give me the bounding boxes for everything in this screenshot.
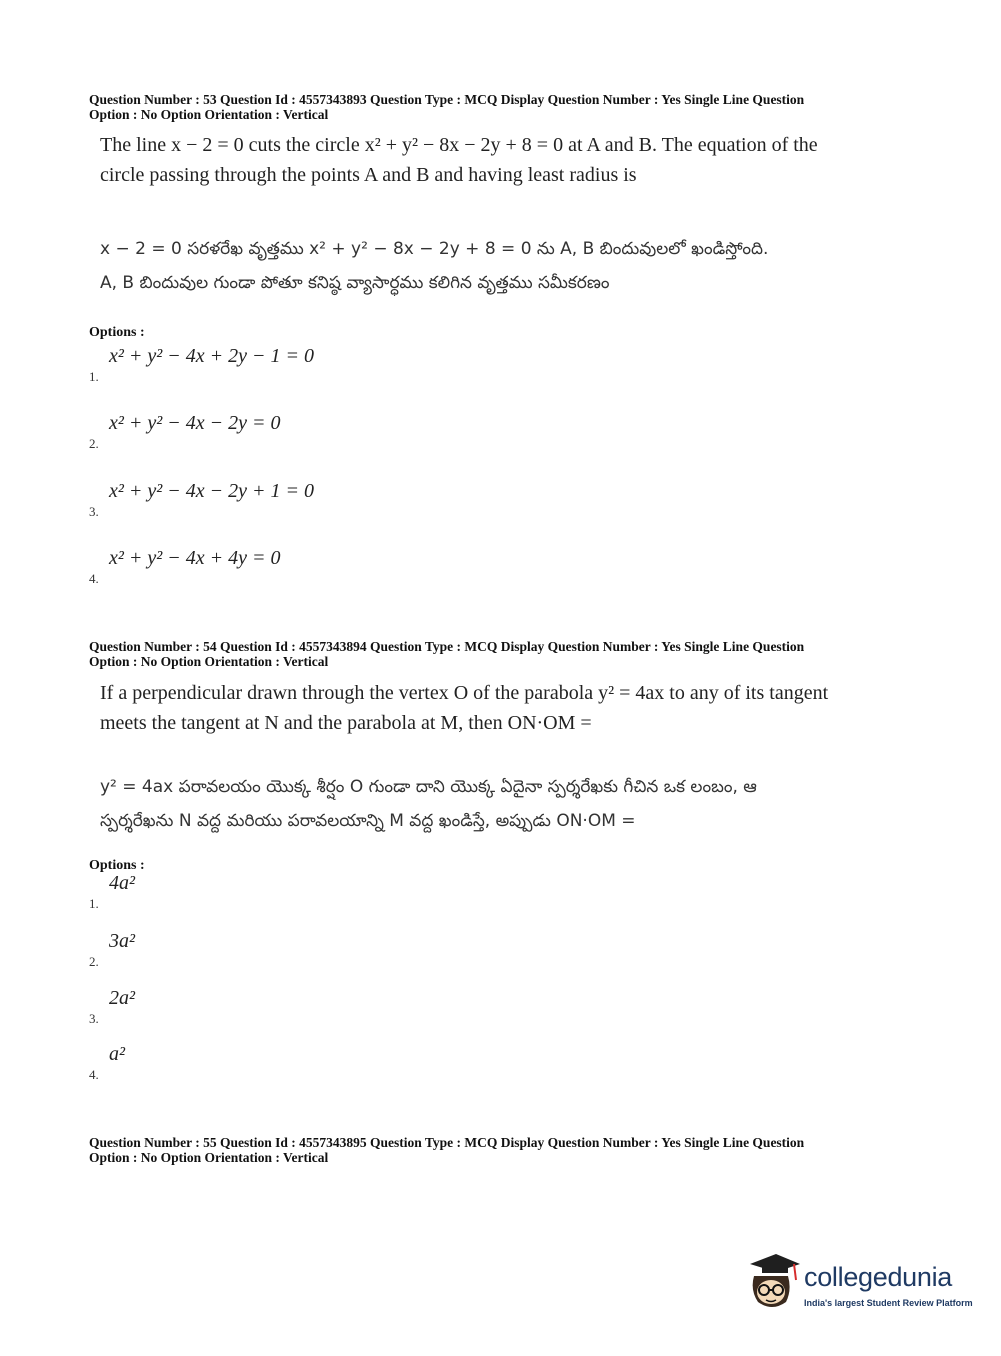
option-text: x² + y² − 4x + 4y = 0 xyxy=(109,547,281,569)
q53-meta-line1: Question Number : 53 Question Id : 4557343893 Question Type : MCQ Display Question Number : Yes Single Line Question xyxy=(89,92,805,107)
q53-english-line1: The line x − 2 = 0 cuts the circle x² + y² − 8x − 2y + 8 = 0 at A and B. The equation of the xyxy=(100,134,818,156)
q54-english-line2: meets the tangent at N and the parabola at M, then ON·OM = xyxy=(100,712,592,734)
collegedunia-logo xyxy=(742,1250,972,1320)
q55-meta xyxy=(89,1135,804,1165)
q54-telugu-line2: స్పర్శరేఖను N వద్ద మరియు పరావలయాన్ని M వద్ద ఖండిస్తే, అప్పుడు ON·OM = xyxy=(100,811,636,831)
q54-meta xyxy=(89,639,804,669)
q54-option-4[interactable] xyxy=(89,1043,689,1083)
option-number: 1. xyxy=(89,369,99,384)
logo-tagline: India's largest Student Review Platform xyxy=(804,1298,973,1308)
option-text: x² + y² − 4x + 2y − 1 = 0 xyxy=(109,345,314,367)
option-text: 2a² xyxy=(109,987,135,1009)
option-number: 3. xyxy=(89,504,99,519)
q53-option-3[interactable] xyxy=(89,480,689,520)
option-text: a² xyxy=(109,1043,125,1065)
option-number: 3. xyxy=(89,1011,99,1026)
q53-options-label: Options : xyxy=(89,325,145,340)
q54-telugu-text xyxy=(100,770,900,838)
q55-meta-line2: Option : No Option Orientation : Vertical xyxy=(89,1150,329,1165)
q54-option-3[interactable] xyxy=(89,987,689,1027)
q53-option-1[interactable] xyxy=(89,345,689,385)
q53-option-2[interactable] xyxy=(89,412,689,452)
q53-meta-line2: Option : No Option Orientation : Vertical xyxy=(89,107,329,122)
option-text: x² + y² − 4x − 2y = 0 xyxy=(109,412,281,434)
option-number: 4. xyxy=(89,1067,99,1082)
option-text: x² + y² − 4x − 2y + 1 = 0 xyxy=(109,480,314,502)
q54-options-label: Options : xyxy=(89,858,145,873)
q53-option-4[interactable] xyxy=(89,547,689,587)
q54-meta-line2: Option : No Option Orientation : Vertical xyxy=(89,654,329,669)
option-number: 1. xyxy=(89,896,99,911)
option-number: 4. xyxy=(89,571,99,586)
q53-telugu-line2: A, B బిందువుల గుండా పోతూ కనిష్ఠ వ్యాసార్ధము కలిగిన వృత్తము సమీకరణం xyxy=(100,273,610,293)
option-text: 4a² xyxy=(109,872,135,894)
student-mascot-icon xyxy=(742,1250,802,1312)
q53-english-text xyxy=(100,130,900,190)
q54-english-text xyxy=(100,678,900,738)
option-number: 2. xyxy=(89,436,99,451)
q53-telugu-text xyxy=(100,232,900,300)
q54-telugu-line1: y² = 4ax పరావలయం యొక్క శీర్షం O గుండా దాని యొక్క ఏదైనా స్పర్శరేఖకు గీచిన ఒక లంబం, ఆ xyxy=(100,777,757,797)
q54-option-2[interactable] xyxy=(89,930,689,970)
q55-meta-line1: Question Number : 55 Question Id : 4557343895 Question Type : MCQ Display Question Number : Yes Single Line Question xyxy=(89,1135,805,1150)
q53-meta xyxy=(89,92,804,122)
q53-telugu-line1: x − 2 = 0 సరళరేఖ వృత్తము x² + y² − 8x − 2y + 8 = 0 ను A, B బిందువులలో ఖండిస్తోంది. xyxy=(100,239,769,259)
q54-english-line1: If a perpendicular drawn through the vertex O of the parabola y² = 4ax to any of its tangent xyxy=(100,682,829,704)
q54-meta-line1: Question Number : 54 Question Id : 4557343894 Question Type : MCQ Display Question Number : Yes Single Line Question xyxy=(89,639,805,654)
q54-option-1[interactable] xyxy=(89,872,689,912)
q53-english-line2: circle passing through the points A and B and having least radius is xyxy=(100,164,637,186)
option-number: 2. xyxy=(89,954,99,969)
option-text: 3a² xyxy=(109,930,135,952)
logo-name: collegedunia xyxy=(804,1262,953,1292)
